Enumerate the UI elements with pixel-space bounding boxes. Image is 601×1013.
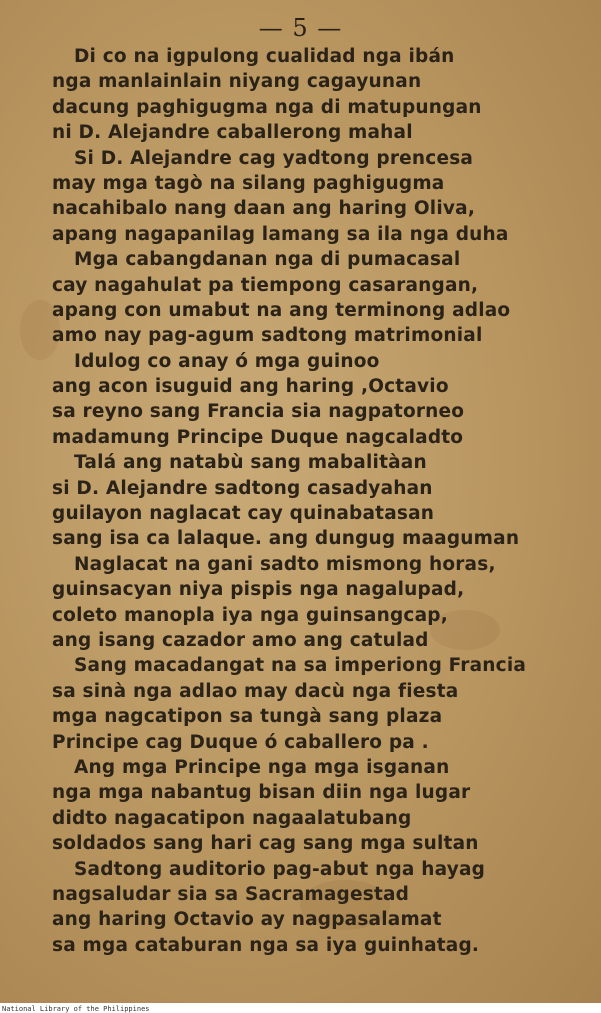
stanza-first-line: Di co na igpulong cualidad nga ibán	[74, 46, 455, 67]
stanza-line: ang acon isuguid ang haring ,Octavio	[52, 376, 449, 398]
stanza-line: dacung paghigugma nga di matupungan	[52, 96, 482, 118]
stanza	[52, 247, 592, 349]
page-number: — 5 —	[258, 14, 343, 42]
stanza-line: cay nagahulat pa tiempong casarangan,	[52, 274, 479, 296]
stanza-line: nacahibalo nang daan ang haring Oliva,	[52, 198, 476, 220]
stanza	[52, 552, 592, 654]
poem-body	[52, 44, 592, 958]
stanza-first-line: Sang macadangat na sa imperiong Francia	[74, 655, 527, 677]
stanza	[52, 44, 592, 146]
stanza-first-line: Talá ang natabù sang mabalitàan	[74, 452, 427, 474]
stanza	[52, 349, 592, 451]
stanza-line: guinsacyan niya pispis nga nagalupad,	[52, 579, 465, 601]
stanza-first-line: Sadtong auditorio pag-abut nga hayag	[74, 858, 486, 880]
stanza	[52, 146, 592, 248]
stanza-first-line: Si D. Alejandre cag yadtong prencesa	[74, 147, 474, 169]
stanza-line: coleto manopla iya nga guinsangcap,	[52, 604, 448, 626]
stanza-first-line: Idulog co anay ó mga guinoo	[74, 350, 380, 372]
stanza-line: amo nay pag-agum sadtong matrimonial	[52, 325, 483, 347]
stanza	[52, 755, 592, 857]
stanza-line: si D. Alejandre sadtong casadyahan	[52, 477, 433, 499]
stanza-line: sa mga cataburan nga sa iya guinhatag.	[52, 934, 480, 956]
stanza-line: ang haring Octavio ay nagpasalamat	[52, 909, 442, 931]
stanza-line: sa sinà nga adlao may dacù nga fiesta	[52, 680, 459, 702]
stanza-line: didto nagacatipon nagaalatubang	[52, 807, 412, 829]
stanza-first-line: Naglacat na gani sadto mismong horas,	[74, 553, 496, 575]
library-footer: National Library of the Philippines	[2, 1005, 150, 1013]
stanza-line: mga nagcatipon sa tungà sang plaza	[52, 706, 443, 728]
stanza	[52, 653, 592, 755]
stanza-line: apang con umabut na ang terminong adlao	[52, 299, 511, 321]
stanza-line: ang isang cazador amo ang catulad	[52, 629, 429, 651]
stanza-line: apang nagapanilag lamang sa ila nga duha	[52, 223, 509, 245]
stanza-first-line: Mga cabangdanan nga di pumacasal	[74, 249, 461, 271]
stanza-line: madamung Principe Duque nagcaladto	[52, 426, 464, 448]
stanza-line: nagsaludar sia sa Sacramagestad	[52, 883, 410, 905]
stanza	[52, 450, 592, 552]
stanza-line: nga manlainlain niyang cagayunan	[52, 71, 422, 93]
stanza-line: nga mga nabantug bisan diin nga lugar	[52, 782, 471, 804]
stanza	[52, 857, 592, 959]
stanza-line: guilayon naglacat cay quinabatasan	[52, 503, 435, 525]
stanza-line: may mga tagò na silang paghigugma	[52, 172, 445, 194]
stanza-first-line: Ang mga Principe nga mga isganan	[74, 756, 450, 778]
stanza-line: ni D. Alejandre caballerong mahal	[52, 122, 413, 144]
stanza-line: sang isa ca lalaque. ang dungug maaguman	[52, 528, 520, 550]
stanza-line: Principe cag Duque ó caballero pa .	[52, 731, 429, 753]
stanza-line: soldados sang hari cag sang mga sultan	[52, 833, 479, 855]
stanza-line: sa reyno sang Francia sia nagpatorneo	[52, 401, 465, 423]
